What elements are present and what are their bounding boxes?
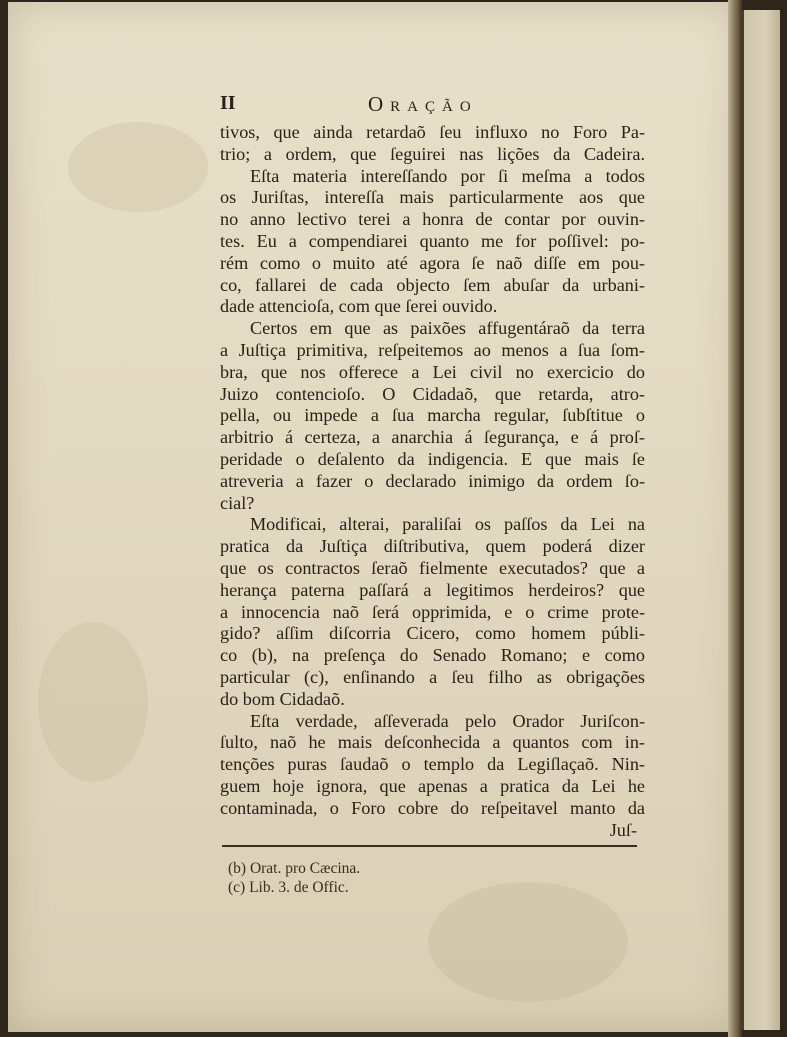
text-line: Eſta materia intereſſando por ſi meſma a todos <box>250 165 645 186</box>
page-number: II <box>220 92 236 114</box>
adjacent-page-edge <box>742 10 780 1030</box>
text-line: a Juſtiça primitiva, reſpeitemos ao menos a ſua ſom- <box>220 339 645 360</box>
running-title: Oração <box>368 92 478 116</box>
text-line: atreveria a fazer o declarado inimigo da ordem ſo- <box>220 470 645 491</box>
paper-stain <box>38 622 148 782</box>
footnote: (c) Lib. 3. de Offic. <box>228 879 349 897</box>
text-line: Juizo contencioſo. O Cidadaõ, que retarda, atro- <box>220 383 645 404</box>
running-head <box>200 92 645 122</box>
footnote: (b) Orat. pro Cæcina. <box>228 860 361 878</box>
body-text <box>200 122 645 820</box>
text-line: tivos, que ainda retardaõ ſeu influxo no Foro Pa- <box>220 122 645 142</box>
text-line: os Juriſtas, intereſſa mais particularmente aos que <box>220 187 645 208</box>
text-line: cial? <box>220 492 255 513</box>
text-line: a innocencia naõ ſerá opprimida, e o crime prote- <box>220 601 645 622</box>
text-line: Eſta verdade, aſſeverada pelo Orador Juriſcon- <box>250 710 645 731</box>
text-line: trio; a ordem, que ſeguirei nas lições da Cadeira. <box>220 143 645 164</box>
paper-stain <box>68 122 208 212</box>
text-line: tenções puras ſaudaõ o templo da Legiſlaçaõ. Nin- <box>220 754 645 775</box>
page-gutter <box>728 0 742 1037</box>
text-line: tes. Eu a compendiarei quanto me for poſſivel: po- <box>220 230 645 251</box>
text-line: contaminada, o Foro cobre do reſpeitavel manto da <box>220 797 645 818</box>
text-line: rém como o muito até agora ſe naõ diſſe em pou- <box>220 252 645 273</box>
text-line: peridade o deſalento da indigencia. E que mais ſe <box>220 448 645 469</box>
text-line: gido? aſſim diſcorria Cicero, como homem públi- <box>220 623 645 644</box>
text-line: arbitrio á certeza, a anarchia á ſegurança, e á proſ- <box>220 427 645 448</box>
page-text <box>200 92 645 897</box>
text-line: no anno lectivo terei a honra de contar por ouvin- <box>220 209 645 230</box>
text-line: pella, ou impede a ſua marcha regular, ſubſtitue o <box>220 405 645 426</box>
text-line: do bom Cidadaõ. <box>220 688 345 709</box>
text-line: que os contractos ſeraõ fielmente executados? que a <box>220 557 645 578</box>
text-line: particular (c), enſinando a ſeu filho as obrigações <box>220 666 645 687</box>
text-line: pratica da Juſtiça diſtributiva, quem poderá dizer <box>220 536 645 557</box>
text-line: ſulto, naõ he mais deſconhecida a quantos com in- <box>220 732 645 753</box>
text-line: guem hoje ignora, que apenas a pratica da Lei he <box>220 775 645 796</box>
text-line: herança paterna paſſará a legitimos herdeiros? que <box>220 579 645 600</box>
text-line: Certos em que as paixões affugentáraõ da terra <box>250 318 645 339</box>
text-line: dade attencioſa, com que ſerei ouvido. <box>220 296 498 317</box>
paper-stain <box>428 882 628 1002</box>
text-line: co (b), na preſença do Senado Romano; e como <box>220 645 645 666</box>
footnote-rule <box>222 845 637 847</box>
text-line: co, fallarei de cada objecto ſem abuſar da urbani- <box>220 274 645 295</box>
footnotes <box>200 859 645 897</box>
catchword: Juſ- <box>609 819 637 840</box>
text-line: Modificai, alterai, paraliſai os paſſos da Lei na <box>250 514 645 535</box>
text-line: bra, que nos offerece a Lei civil no exercicio do <box>220 361 645 382</box>
